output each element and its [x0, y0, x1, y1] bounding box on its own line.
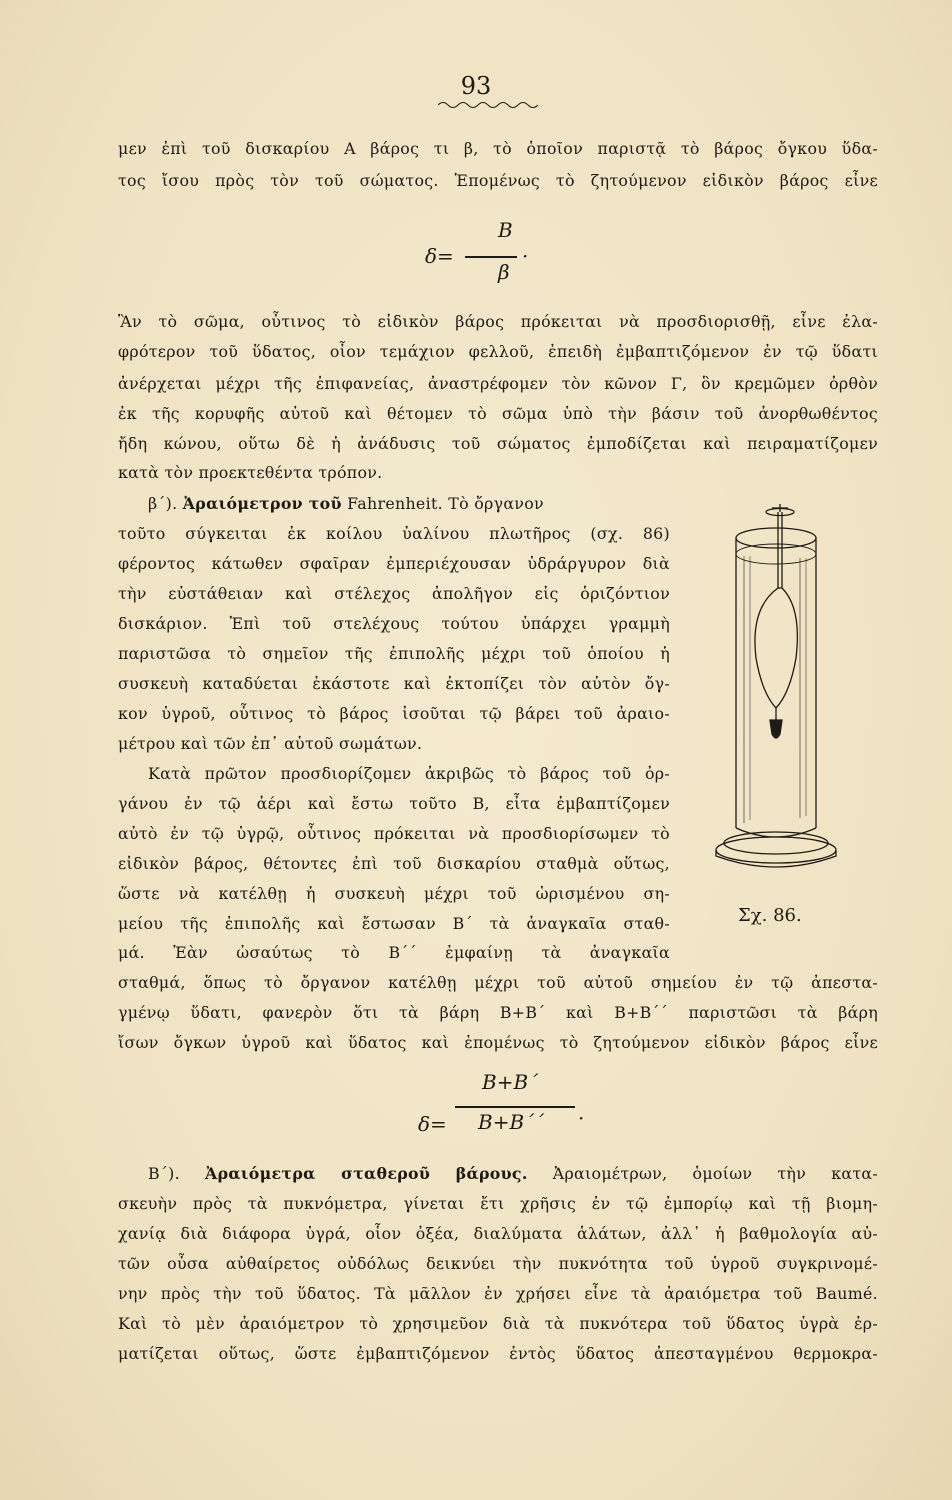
text-line: ἀνέρχεται μέχρι τῆς ἐπιφανείας, ἀναστρέφομεν τὸν κῶνον Γ, ὃν κρεμῶμεν ὀρθὸν [118, 374, 878, 393]
figure-caption: Σχ. 86. [738, 905, 802, 926]
text-line: μεν ἐπὶ τοῦ δισκαρίου Α βάρος τι β, τὸ ὁποῖον παριστᾷ τὸ βάρος ὄγκου ὕδα- [118, 139, 878, 158]
text-line: νην πρὸς τὴν τοῦ ὕδατος. Τὰ μᾶλλον ἐν χρήσει εἶνε τὰ ἀραιόμετρα τοῦ Baumé. [118, 1284, 878, 1303]
text-line: εἰδικὸν βάρος, θέτοντες ἐπὶ τοῦ δισκαρίου σταθμὰ οὕτως, [118, 854, 670, 873]
text-line: τῶν οὖσα αὐθαίρετος οὐδόλως δεικνύει τὴν πυκνότητα τοῦ ὑγροῦ συγκρινομέ- [118, 1254, 878, 1273]
text-line: τὴν εὐστάθειαν καὶ στέλεχος ἀπολῆγον εἰς ὁριζόντιον [118, 584, 670, 603]
text-line: μείου τῆς ἐπιπολῆς καὶ ἔστωσαν Β΄ τὰ ἀναγκαῖα σταθ- [118, 914, 670, 933]
section-B-title-rest: Ἀραιομέτρων, ὁμοίων τὴν κατα- [552, 1164, 879, 1183]
text-line: κον ὑγροῦ, οὗτινος τὸ βάρος ἰσοῦται τῷ βάρει τοῦ ἀραιο- [118, 704, 670, 723]
text-line: σταθμά, ὅπως τὸ ὄργανον κατέλθῃ μέχρι τοῦ αὐτοῦ σημείου ἐν τῷ ἀπεστα- [118, 973, 878, 992]
section-B-label: Β΄). [148, 1164, 180, 1183]
text-line: μέτρου καὶ τῶν ἐπ᾽ αὐτοῦ σωμάτων. [118, 734, 423, 753]
text-line: μά. Ἐὰν ὡσαύτως τὸ Β΄΄ ἐμφαίνῃ τὰ ἀναγκαῖα [118, 943, 670, 962]
section-B-heading [148, 1163, 878, 1185]
fraction-bar [455, 1106, 575, 1108]
text-line: σκευὴν πρὸς τὰ πυκνόμετρα, γίνεται ἔτι χρῆσις ἐν τῷ ἐμπορίῳ καὶ τῇ βιομη- [118, 1194, 878, 1213]
text-line: αὐτὸ ἐν τῷ ὑγρῷ, οὗτινος πρόκειται νὰ προσδιορίσωμεν τὸ [118, 824, 670, 843]
formula-lhs: δ= [425, 244, 454, 268]
formula-denominator: β [498, 260, 510, 284]
hydrometer-figure [700, 498, 850, 898]
section-B-title: Ἀραιόμετρα σταθεροῦ βάρους. [205, 1164, 528, 1183]
text-line: ἐκ τῆς κορυφῆς αὐτοῦ καὶ θέτομεν τὸ σῶμα ὑπὸ τὴν βάσιν τοῦ ἀνορθωθέντος [118, 404, 878, 423]
text-line: Ἂν τὸ σῶμα, οὗτινος τὸ εἰδικὸν βάρος πρόκειται νὰ προσδιορισθῇ, εἶνε ἐλα- [118, 312, 878, 331]
text-line: ὥστε νὰ κατέλθῃ ἡ συσκευὴ μέχρι τοῦ ὡρισμένου ση- [118, 884, 670, 903]
formula-numerator: Β+Β΄ [482, 1070, 539, 1094]
text-line: τοῦτο σύγκειται ἐκ κοίλου ὑαλίνου πλωτῆρος (σχ. 86) [118, 524, 670, 543]
text-line: παριστῶσα τὸ σημεῖον τῆς ἐπιπολῆς μέχρι τοῦ ὁποίου ἡ [118, 644, 670, 663]
text-line: φέροντος κάτωθεν σφαῖραν ἐμπεριέχουσαν ὑδράργυρον διὰ [118, 554, 670, 573]
text-line: ἴσων ὄγκων ὑγροῦ καὶ ὕδατος καὶ ἑπομένως τὸ ζητούμενον εἰδικὸν βάρος εἶνε [118, 1033, 878, 1052]
section-b-title-rest: Fahrenheit. Τὸ ὄργανον [347, 494, 544, 513]
formula-denominator: Β+Β΄΄ [478, 1110, 545, 1134]
text-line: γμένῳ ὕδατι, φανερὸν ὅτι τὰ βάρη Β+Β΄ καὶ Β+Β΄΄ παριστῶσι τὰ βάρη [118, 1003, 878, 1022]
text-line: χανίᾳ διὰ διάφορα ὑγρά, οἷον ὀξέα, διαλύματα ἁλάτων, ἀλλ᾽ ἡ βαθμολογία αὐ- [118, 1224, 878, 1243]
text-line: ματίζεται οὕτως, ὥστε ἐμβαπτιζόμενον ἐντὸς ὕδατος ἀπεσταγμένου θερμοκρα- [118, 1344, 878, 1363]
text-line: ἤδη κώνου, οὕτω δὲ ἡ ἀνάδυσις τοῦ σώματος ἐμποδίζεται καὶ πειραματίζομεν [118, 434, 878, 453]
text-line: φρότερον τοῦ ὕδατος, οἷον τεμάχιον φελλοῦ, ἐπειδὴ ἐμβαπτιζόμενον ἐν τῷ ὕδατι [118, 342, 878, 361]
wavy-ornament [438, 100, 538, 110]
text-line: γάνου ἐν τῷ ἀέρι καὶ ἔστω τοῦτο Β, εἶτα ἐμβαπτίζομεν [118, 794, 670, 813]
formula-lhs: δ= [418, 1112, 447, 1136]
text-line: κατὰ τὸν προεκτεθέντα τρόπον. [118, 463, 383, 482]
fraction-bar [465, 256, 517, 258]
page-number: 93 [460, 72, 492, 100]
section-b-label: β΄). [148, 494, 178, 513]
text-line: Κατὰ πρῶτον προσδιορίζομεν ἀκριβῶς τὸ βάρος τοῦ ὀρ- [148, 764, 670, 783]
formula-end: · [578, 1106, 585, 1130]
formula-numerator: Β [498, 218, 513, 242]
text-line: δισκάριον. Ἐπὶ τοῦ στελέχους τούτου ὑπάρχει γραμμὴ [118, 614, 670, 633]
text-line: Καὶ τὸ μὲν ἀραιόμετρον τὸ χρησιμεῦον διὰ τὰ πυκνότερα τοῦ ὕδατος ὑγρὰ ἐρ- [118, 1314, 878, 1333]
section-b-title: Ἀραιόμετρον τοῦ [182, 494, 342, 513]
formula-end: · [522, 244, 529, 268]
section-b-heading [148, 493, 670, 515]
text-line: τος ἴσου πρὸς τὸν τοῦ σώματος. Ἑπομένως τὸ ζητούμενον εἰδικὸν βάρος εἶνε [118, 171, 878, 190]
text-line: συσκευὴ καταδύεται ἑκάστοτε καὶ ἐκτοπίζει τὸν αὐτὸν ὄγ- [118, 674, 670, 693]
